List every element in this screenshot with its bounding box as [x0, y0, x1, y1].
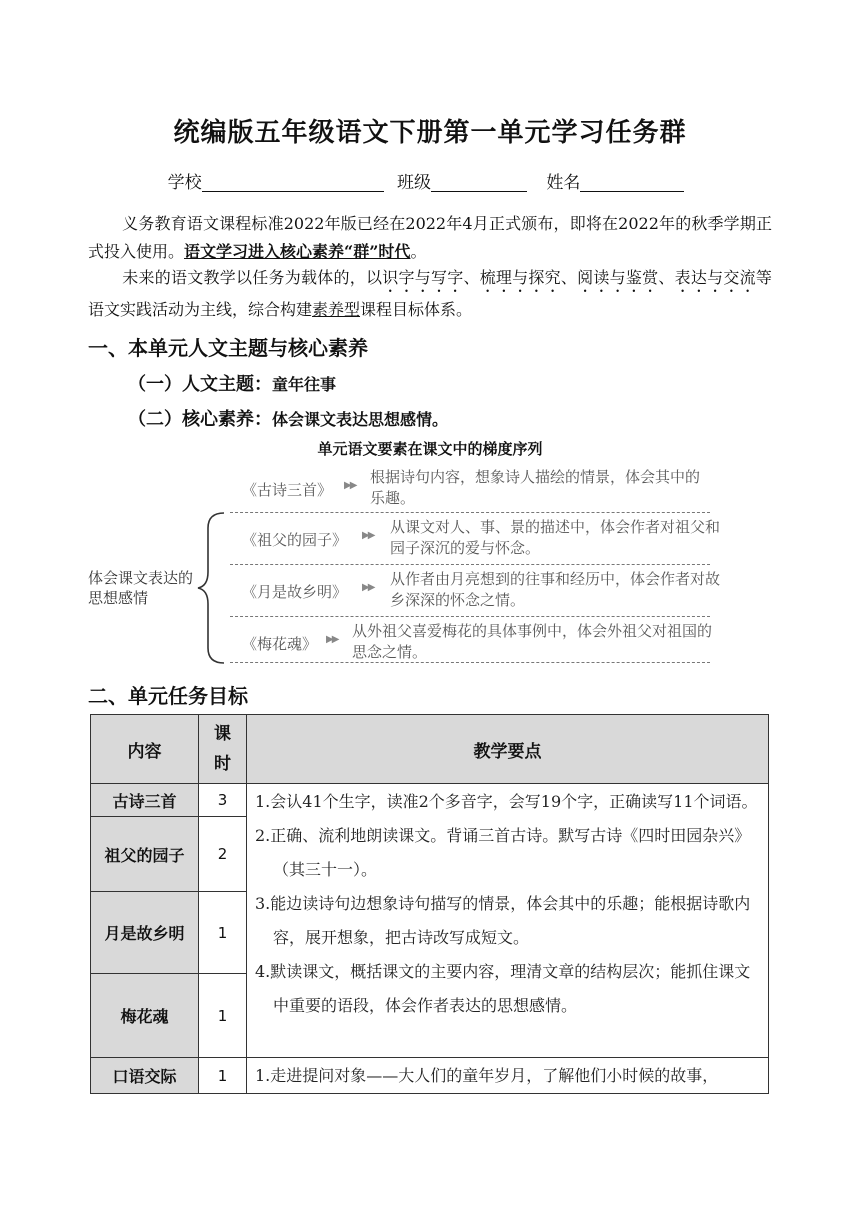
row-2-book: 《祖父的园子》	[242, 531, 348, 549]
row-name: 口语交际	[91, 1058, 199, 1094]
para1-emphasis: 语文学习进入核心素养“群”时代	[184, 242, 411, 261]
point-item: 2.正确、流利地朗读课文。背诵三首古诗。默写古诗《四时田园杂兴》（其三十一）。	[255, 826, 751, 879]
core-line	[128, 405, 448, 431]
diagram-divider	[230, 616, 710, 617]
row-hours: 1	[199, 892, 247, 974]
diagram-row-3	[230, 568, 721, 614]
core-label: （二）核心素养：	[128, 409, 272, 430]
para2-dotted-1: 识字与写字	[382, 268, 464, 287]
para2-sep-3: 、	[658, 268, 675, 287]
oral-point: 1.走进提问对象——大人们的童年岁月，了解他们小时候的故事，	[247, 1058, 769, 1094]
diagram-left-label: 体会课文表达的思想感情	[88, 569, 194, 607]
diagram-divider	[230, 512, 710, 513]
header-hours	[199, 715, 247, 784]
para2-dotted-4: 表达与交流	[674, 268, 756, 287]
row-3-book: 《月是故乡明》	[242, 583, 348, 601]
diagram-brace	[194, 510, 230, 666]
para2-part-3: 课程目标体系。	[360, 300, 473, 319]
point-item: 3.能边读诗句边想象诗句描写的情景，体会其中的乐趣；能根据诗歌内容，展开想象，把古诗改写成短文。	[255, 894, 751, 947]
diagram-divider	[230, 662, 710, 663]
row-hours: 1	[199, 974, 247, 1058]
double-arrow-icon: ▶▶	[362, 582, 374, 593]
header-hours-2: 时	[214, 754, 231, 774]
row-name: 梅花魂	[91, 974, 199, 1058]
row-hours: 3	[199, 784, 247, 817]
diagram-divider	[230, 564, 710, 565]
diagram-row-4	[230, 620, 712, 666]
para2-sep-2: 、	[560, 268, 578, 287]
theme-line	[128, 370, 336, 396]
name-label: 姓名	[546, 173, 581, 193]
task-goals-table	[90, 714, 769, 1094]
intro-paragraph-2	[88, 264, 772, 324]
point-item: 1.会认41个生字，读准2个多音字，会写19个字，正确读写11个词语。	[255, 792, 758, 811]
page-title: 统编版五年级语文下册第一单元学习任务群	[173, 118, 687, 148]
double-arrow-icon: ▶▶	[344, 480, 356, 491]
theme-label: （一）人文主题：	[128, 374, 272, 395]
intro-paragraph-1	[88, 210, 772, 266]
table-row	[91, 1058, 769, 1094]
diagram-row-2	[230, 516, 721, 562]
para2-underlined: 素养型	[312, 300, 361, 319]
para2-sep-1: 、	[463, 268, 480, 287]
row-1-book: 《古诗三首》	[242, 481, 333, 499]
table-header-row	[91, 715, 769, 784]
para1-text: 义务教育语文课程标准2022年版已经在2022年4月正式颁布，即将在2022年的秋季学期正式投入使用。	[88, 214, 772, 261]
row-2-desc: 从课文对人、事、景的描述中，体会作者对祖父和园子深沉的爱与怀念。	[390, 518, 721, 557]
para1-end: 。	[410, 242, 427, 261]
row-4-desc: 从外祖父喜爱梅花的具体事例中，体会外祖父对祖国的思念之情。	[352, 622, 713, 661]
name-blank[interactable]	[580, 173, 684, 192]
school-blank[interactable]	[202, 173, 384, 192]
class-blank[interactable]	[431, 173, 527, 192]
section-2-heading: 二、单元任务目标	[88, 684, 248, 708]
row-4-book: 《梅花魂》	[242, 635, 318, 653]
theme-value: 童年往事	[272, 375, 337, 394]
class-label: 班级	[397, 173, 431, 193]
point-item: 4.默读课文，概括课文的主要内容，理清文章的结构层次；能抓住课文中重要的语段，体会作者表达的思想感情。	[255, 962, 751, 1015]
header-content: 内容	[91, 715, 199, 784]
row-name: 月是故乡明	[91, 892, 199, 974]
diagram-row-1	[230, 466, 712, 512]
table-row	[91, 784, 769, 817]
section-1-heading: 一、本单元人文主题与核心素养	[88, 336, 368, 360]
student-info-line	[0, 168, 860, 193]
core-value: 体会课文表达思想感情。	[272, 410, 449, 429]
header-hours-1: 课	[214, 724, 231, 744]
para2-part-1: 未来的语文教学以任务为载体的，以	[122, 268, 383, 287]
header-points: 教学要点	[247, 715, 769, 784]
para2-dotted-2: 梳理与探究	[479, 268, 561, 287]
diagram-title: 单元语文要素在课文中的梯度序列	[317, 440, 543, 458]
row-name: 古诗三首	[91, 784, 199, 817]
row-name: 祖父的园子	[91, 817, 199, 892]
para2-dotted-3: 阅读与鉴赏	[577, 268, 659, 287]
para2-part-2: 等语文实践活动为主线，综合构建	[88, 268, 772, 319]
row-3-desc: 从作者由月亮想到的往事和经历中，体会作者对故乡深深的怀念之情。	[390, 570, 721, 609]
teaching-points	[247, 784, 769, 1058]
double-arrow-icon: ▶▶	[362, 530, 374, 541]
row-hours: 2	[199, 817, 247, 892]
school-label: 学校	[167, 173, 202, 193]
double-arrow-icon: ▶▶	[326, 634, 338, 645]
row-hours: 1	[199, 1058, 247, 1094]
row-1-desc: 根据诗句内容，想象诗人描绘的情景，体会其中的乐趣。	[370, 468, 701, 507]
